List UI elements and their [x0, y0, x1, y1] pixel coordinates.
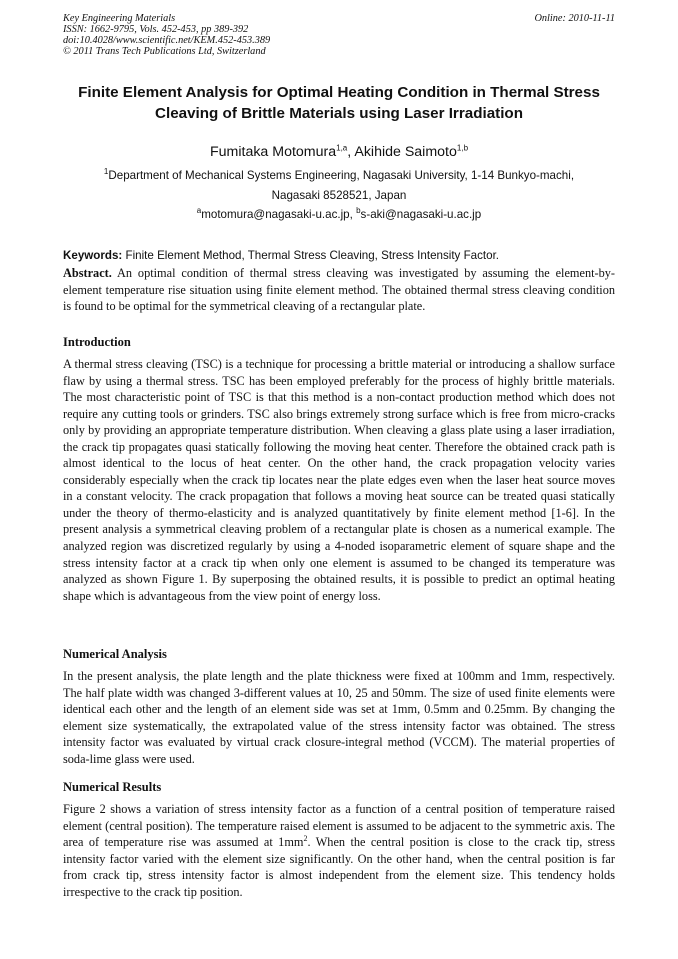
affiliation-sup: 1 [103, 167, 109, 177]
issn-line: ISSN: 1662-9795, Vols. 452-453, pp 389-392 [63, 24, 249, 35]
paper-title [50, 82, 628, 124]
section-heading-introduction: Introduction [63, 335, 131, 349]
section-heading-numerical-analysis: Numerical Analysis [63, 647, 167, 661]
keywords-text: Finite Element Method, Thermal Stress Cleaving, Stress Intensity Factor. [122, 249, 500, 262]
online-date: Online: 2010-11-11 [534, 13, 615, 24]
author-2-sup: 1,b [456, 143, 469, 153]
copyright-line: © 2011 Trans Tech Publications Ltd, Switzerland [63, 46, 266, 57]
author-2: Akihide Saimoto [354, 144, 457, 160]
abstract [63, 265, 615, 315]
section-heading-numerical-results: Numerical Results [63, 780, 162, 794]
author-separator: , [347, 144, 355, 160]
keywords-label: Keywords: [63, 249, 123, 262]
results-text-b: . When the central position is close to the crack tip, stress intensity factor varied with the element size significantly. On the other hand, when the central position is far from crack tip, stress intensity factor is almost independent from the element size. This tendency holds irrespective to the crack tip position. [63, 835, 616, 899]
journal-name: Key Engineering Materials [63, 13, 176, 24]
affiliation-line-1: Department of Mechanical Systems Engineering, Nagasaki University, 1-14 Bunkyo-machi, [108, 169, 575, 182]
title-line-2: Cleaving of Brittle Materials using Laser Irradiation [155, 105, 523, 122]
abstract-label: Abstract. [63, 266, 112, 280]
email-a-sup: a [196, 206, 202, 216]
email-b-sup: b [356, 206, 361, 216]
results-unit-sup: 2 [303, 834, 308, 843]
author-list [40, 143, 638, 161]
journal-header [63, 13, 270, 57]
results-text-a: Figure 2 shows a variation of stress intensity factor as a function of a central position of temperature raised element (central position). The temperature raised element is assumed to be adjacent to the symmetric axis. The area of temperature rise was assumed at 1mm [63, 802, 615, 850]
author-1: Fumitaka Motomura [209, 144, 337, 160]
keywords [63, 248, 615, 264]
title-line-1: Finite Element Analysis for Optimal Heating Condition in Thermal Stress [78, 84, 600, 101]
section-body-introduction: A thermal stress cleaving (TSC) is a technique for processing a brittle material or introducing a shallow surface flaw by using a thermal stress. TSC has been employed preferably for the process of highly brittle materials. The most characteristic point of TSC is that this method is a non-contact production method which does not require any cutting tools or grinders. TSC also brings extremely strong surface which is free from micro-cracks only by providing an appropriate temperature distribution. When cleaving a glass plate using a laser irradiation, the crack tip propagates quasi statically following the moving heat center. Therefore the obtained crack path is almost identical to the locus of heat center. On the other hand, the crack propagation velocity varies considerably especially when the crack tip locates near the plate edges even when the laser heat source moves in a constant velocity. The crack propagation that follows a moving heat source can be treated quasi statically under the theory of thermo-elasticity and is analyzed quantitatively by finite element method [1-6]. In the present analysis a symmetrical cleaving problem of a rectangular plate is chosen as a numerical example. The analyzed region was discretized regularly by using a 4-noded isoparametric element of square shape and the stress intensity factor at a crack tip when only one element is assumed to be changed its temperature was analyzed as shown Figure 1. By superposing the obtained results, it is possible to predict an optimal heating shape which is advantageous from the view point of energy loss. [63, 357, 615, 603]
section-body-numerical-analysis: In the present analysis, the plate length and the plate thickness were fixed at 100mm and 1mm, respectively. The half plate width was changed 3-different values at 10, 25 and 50mm. The size of used finite elements were identical each other and the length of an element side was set at 1mm, 0.5mm and 0.25mm. By changing the element size systematically, the extrapolated value of the stress intensity factor was obtained. The stress intensity factor was evaluated by virtual crack closure-integral method (VCCM). The material properties of soda-lime glass were used. [63, 669, 615, 766]
email-b: s-aki@nagasaki-u.ac.jp [360, 208, 482, 221]
affiliation-line-2: Nagasaki 8528521, Japan [271, 189, 407, 202]
author-1-sup: 1,a [336, 143, 348, 153]
doi-line: doi:10.4028/www.scientific.net/KEM.452-453.389 [63, 35, 271, 46]
affiliation [40, 166, 638, 206]
author-emails [40, 207, 638, 223]
email-a: motomura@nagasaki-u.ac.jp, [201, 208, 357, 221]
abstract-text: An optimal condition of thermal stress cleaving was investigated by assuming the element-by-element temperature rise situation using finite element method. The obtained thermal stress cleaving condition is found to be optimal for the symmetrical cleaving of a rectangular plate. [63, 266, 615, 314]
section-body-numerical-results [63, 801, 615, 900]
